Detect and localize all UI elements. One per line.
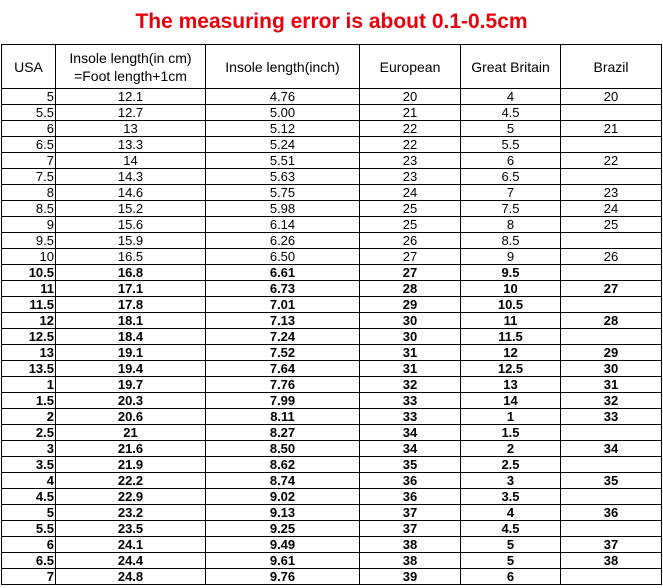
cell-great-britain: 8.5 — [461, 233, 561, 249]
cell-brazil: 29 — [561, 345, 662, 361]
header-insole-cm-line1: Insole length(in cm) — [69, 49, 192, 66]
cell-great-britain: 4 — [461, 89, 561, 105]
cell-european: 33 — [360, 393, 461, 409]
cell-insole-inch: 8.11 — [206, 409, 360, 425]
cell-great-britain: 3 — [461, 473, 561, 489]
cell-european: 34 — [360, 425, 461, 441]
cell-usa: 3.5 — [2, 457, 56, 473]
cell-insole-inch: 9.61 — [206, 553, 360, 569]
cell-brazil — [561, 297, 662, 313]
size-chart-table — [1, 44, 662, 585]
cell-european: 30 — [360, 329, 461, 345]
cell-insole-cm: 21.9 — [56, 457, 206, 473]
cell-brazil — [561, 569, 662, 585]
cell-great-britain: 10.5 — [461, 297, 561, 313]
cell-usa: 1 — [2, 377, 56, 393]
cell-usa: 12.5 — [2, 329, 56, 345]
cell-brazil — [561, 489, 662, 505]
cell-great-britain: 2.5 — [461, 457, 561, 473]
cell-insole-inch: 5.75 — [206, 185, 360, 201]
cell-insole-cm: 15.2 — [56, 201, 206, 217]
cell-european: 24 — [360, 185, 461, 201]
cell-usa: 1.5 — [2, 393, 56, 409]
cell-european: 36 — [360, 473, 461, 489]
cell-brazil — [561, 521, 662, 537]
cell-european: 34 — [360, 441, 461, 457]
cell-insole-inch: 7.13 — [206, 313, 360, 329]
cell-insole-cm: 14 — [56, 153, 206, 169]
cell-great-britain: 2 — [461, 441, 561, 457]
cell-usa: 6.5 — [2, 553, 56, 569]
cell-usa: 5.5 — [2, 105, 56, 121]
cell-insole-inch: 7.99 — [206, 393, 360, 409]
cell-insole-inch: 5.98 — [206, 201, 360, 217]
cell-insole-cm: 19.7 — [56, 377, 206, 393]
cell-insole-cm: 12.7 — [56, 105, 206, 121]
cell-insole-cm: 16.8 — [56, 265, 206, 281]
table-row — [2, 569, 662, 585]
cell-great-britain: 4.5 — [461, 105, 561, 121]
header-great-britain: Great Britain — [461, 45, 561, 89]
table-row — [2, 249, 662, 265]
cell-european: 26 — [360, 233, 461, 249]
cell-insole-cm: 15.6 — [56, 217, 206, 233]
cell-european: 28 — [360, 281, 461, 297]
cell-insole-inch: 6.26 — [206, 233, 360, 249]
table-row — [2, 297, 662, 313]
cell-brazil: 21 — [561, 121, 662, 137]
cell-insole-inch: 6.50 — [206, 249, 360, 265]
cell-great-britain: 6 — [461, 153, 561, 169]
cell-european: 21 — [360, 105, 461, 121]
cell-great-britain: 7 — [461, 185, 561, 201]
cell-insole-cm: 17.1 — [56, 281, 206, 297]
table-body — [2, 89, 662, 585]
table-row — [2, 377, 662, 393]
cell-european: 29 — [360, 297, 461, 313]
cell-european: 31 — [360, 361, 461, 377]
cell-usa: 10.5 — [2, 265, 56, 281]
header-usa: USA — [2, 45, 56, 89]
cell-european: 36 — [360, 489, 461, 505]
table-row — [2, 313, 662, 329]
header-insole-inch: Insole length(inch) — [206, 45, 360, 89]
cell-insole-inch: 8.50 — [206, 441, 360, 457]
header-european: European — [360, 45, 461, 89]
table-row — [2, 137, 662, 153]
cell-brazil: 23 — [561, 185, 662, 201]
cell-brazil: 24 — [561, 201, 662, 217]
cell-great-britain: 6.5 — [461, 169, 561, 185]
cell-european: 35 — [360, 457, 461, 473]
cell-insole-cm: 24.1 — [56, 537, 206, 553]
cell-usa: 6 — [2, 121, 56, 137]
table-row — [2, 361, 662, 377]
cell-great-britain: 4 — [461, 505, 561, 521]
cell-european: 30 — [360, 313, 461, 329]
cell-brazil — [561, 425, 662, 441]
cell-insole-cm: 13.3 — [56, 137, 206, 153]
cell-great-britain: 11.5 — [461, 329, 561, 345]
cell-usa: 7 — [2, 569, 56, 585]
cell-brazil: 35 — [561, 473, 662, 489]
cell-insole-cm: 20.6 — [56, 409, 206, 425]
table-row — [2, 345, 662, 361]
cell-insole-cm: 15.9 — [56, 233, 206, 249]
cell-brazil: 36 — [561, 505, 662, 521]
cell-great-britain: 12.5 — [461, 361, 561, 377]
cell-brazil: 27 — [561, 281, 662, 297]
cell-insole-cm: 21.6 — [56, 441, 206, 457]
cell-brazil: 26 — [561, 249, 662, 265]
cell-great-britain: 10 — [461, 281, 561, 297]
cell-usa: 11.5 — [2, 297, 56, 313]
cell-brazil: 22 — [561, 153, 662, 169]
cell-usa: 8.5 — [2, 201, 56, 217]
cell-european: 38 — [360, 537, 461, 553]
cell-insole-cm: 24.4 — [56, 553, 206, 569]
table-row — [2, 553, 662, 569]
cell-insole-inch: 5.12 — [206, 121, 360, 137]
cell-brazil: 32 — [561, 393, 662, 409]
cell-great-britain: 1.5 — [461, 425, 561, 441]
cell-usa: 4.5 — [2, 489, 56, 505]
cell-insole-inch: 6.73 — [206, 281, 360, 297]
cell-brazil — [561, 169, 662, 185]
cell-insole-inch: 7.64 — [206, 361, 360, 377]
cell-usa: 7.5 — [2, 169, 56, 185]
cell-brazil: 33 — [561, 409, 662, 425]
cell-insole-cm: 21 — [56, 425, 206, 441]
cell-european: 20 — [360, 89, 461, 105]
cell-great-britain: 1 — [461, 409, 561, 425]
table-row — [2, 217, 662, 233]
cell-insole-inch: 7.24 — [206, 329, 360, 345]
cell-european: 22 — [360, 121, 461, 137]
cell-insole-inch: 9.25 — [206, 521, 360, 537]
cell-brazil: 34 — [561, 441, 662, 457]
cell-european: 25 — [360, 201, 461, 217]
table-row — [2, 457, 662, 473]
cell-brazil: 38 — [561, 553, 662, 569]
cell-insole-inch: 6.14 — [206, 217, 360, 233]
cell-european: 27 — [360, 249, 461, 265]
cell-usa: 3 — [2, 441, 56, 457]
header-insole-cm — [56, 45, 206, 89]
cell-european: 33 — [360, 409, 461, 425]
cell-insole-cm: 17.8 — [56, 297, 206, 313]
cell-great-britain: 5 — [461, 121, 561, 137]
cell-insole-inch: 7.76 — [206, 377, 360, 393]
cell-great-britain: 12 — [461, 345, 561, 361]
table-row — [2, 329, 662, 345]
cell-insole-inch: 5.00 — [206, 105, 360, 121]
cell-insole-inch: 9.76 — [206, 569, 360, 585]
cell-insole-inch: 6.61 — [206, 265, 360, 281]
cell-usa: 9.5 — [2, 233, 56, 249]
cell-brazil: 25 — [561, 217, 662, 233]
table-row — [2, 265, 662, 281]
cell-great-britain: 14 — [461, 393, 561, 409]
cell-brazil: 30 — [561, 361, 662, 377]
cell-brazil: 28 — [561, 313, 662, 329]
table-row — [2, 105, 662, 121]
cell-insole-inch: 5.51 — [206, 153, 360, 169]
table-row — [2, 473, 662, 489]
cell-usa: 2 — [2, 409, 56, 425]
table-row — [2, 537, 662, 553]
cell-european: 25 — [360, 217, 461, 233]
cell-insole-cm: 19.4 — [56, 361, 206, 377]
cell-usa: 11 — [2, 281, 56, 297]
cell-insole-inch: 7.01 — [206, 297, 360, 313]
cell-european: 39 — [360, 569, 461, 585]
cell-insole-inch: 8.62 — [206, 457, 360, 473]
cell-usa: 2.5 — [2, 425, 56, 441]
table-row — [2, 489, 662, 505]
cell-great-britain: 4.5 — [461, 521, 561, 537]
cell-brazil — [561, 457, 662, 473]
page-title: The measuring error is about 0.1-0.5cm — [135, 10, 528, 33]
table-row — [2, 521, 662, 537]
cell-usa: 10 — [2, 249, 56, 265]
cell-european: 32 — [360, 377, 461, 393]
cell-usa: 4 — [2, 473, 56, 489]
cell-european: 38 — [360, 553, 461, 569]
table-row — [2, 425, 662, 441]
cell-insole-inch: 7.52 — [206, 345, 360, 361]
cell-european: 27 — [360, 265, 461, 281]
table-row — [2, 409, 662, 425]
cell-usa: 6 — [2, 537, 56, 553]
cell-great-britain: 9 — [461, 249, 561, 265]
cell-brazil — [561, 329, 662, 345]
cell-great-britain: 5 — [461, 553, 561, 569]
table-row — [2, 201, 662, 217]
cell-insole-cm: 23.5 — [56, 521, 206, 537]
cell-great-britain: 5.5 — [461, 137, 561, 153]
cell-insole-cm: 14.3 — [56, 169, 206, 185]
cell-insole-cm: 19.1 — [56, 345, 206, 361]
cell-insole-cm: 14.6 — [56, 185, 206, 201]
header-row — [2, 45, 662, 89]
cell-usa: 12 — [2, 313, 56, 329]
cell-great-britain: 6 — [461, 569, 561, 585]
table-row — [2, 233, 662, 249]
cell-insole-cm: 18.4 — [56, 329, 206, 345]
cell-insole-cm: 12.1 — [56, 89, 206, 105]
cell-usa: 9 — [2, 217, 56, 233]
cell-brazil: 20 — [561, 89, 662, 105]
table-row — [2, 121, 662, 137]
table-row — [2, 393, 662, 409]
cell-insole-cm: 16.5 — [56, 249, 206, 265]
cell-usa: 5 — [2, 89, 56, 105]
table-row — [2, 169, 662, 185]
cell-great-britain: 13 — [461, 377, 561, 393]
header-brazil: Brazil — [561, 45, 662, 89]
cell-great-britain: 8 — [461, 217, 561, 233]
header-insole-cm-line2: =Foot length+1cm — [74, 67, 187, 84]
cell-brazil — [561, 265, 662, 281]
cell-insole-inch: 8.74 — [206, 473, 360, 489]
table-row — [2, 89, 662, 105]
cell-usa: 13 — [2, 345, 56, 361]
cell-european: 23 — [360, 153, 461, 169]
cell-insole-inch: 9.49 — [206, 537, 360, 553]
cell-insole-cm: 18.1 — [56, 313, 206, 329]
cell-european: 23 — [360, 169, 461, 185]
cell-european: 31 — [360, 345, 461, 361]
cell-insole-inch: 4.76 — [206, 89, 360, 105]
cell-insole-inch: 5.63 — [206, 169, 360, 185]
cell-european: 22 — [360, 137, 461, 153]
cell-brazil — [561, 137, 662, 153]
cell-insole-inch: 9.02 — [206, 489, 360, 505]
cell-great-britain: 9.5 — [461, 265, 561, 281]
cell-usa: 13.5 — [2, 361, 56, 377]
table-row — [2, 281, 662, 297]
cell-insole-cm: 20.3 — [56, 393, 206, 409]
cell-insole-cm: 13 — [56, 121, 206, 137]
cell-insole-inch: 9.13 — [206, 505, 360, 521]
cell-european: 37 — [360, 505, 461, 521]
cell-insole-inch: 8.27 — [206, 425, 360, 441]
cell-insole-cm: 22.9 — [56, 489, 206, 505]
table-row — [2, 153, 662, 169]
table-row — [2, 185, 662, 201]
cell-great-britain: 5 — [461, 537, 561, 553]
cell-usa: 8 — [2, 185, 56, 201]
cell-great-britain: 3.5 — [461, 489, 561, 505]
cell-insole-cm: 22.2 — [56, 473, 206, 489]
cell-usa: 6.5 — [2, 137, 56, 153]
cell-brazil — [561, 105, 662, 121]
cell-brazil — [561, 233, 662, 249]
cell-insole-inch: 5.24 — [206, 137, 360, 153]
cell-usa: 7 — [2, 153, 56, 169]
cell-brazil: 31 — [561, 377, 662, 393]
table-row — [2, 505, 662, 521]
cell-insole-cm: 23.2 — [56, 505, 206, 521]
cell-brazil: 37 — [561, 537, 662, 553]
cell-usa: 5 — [2, 505, 56, 521]
cell-usa: 5.5 — [2, 521, 56, 537]
cell-great-britain: 11 — [461, 313, 561, 329]
cell-european: 37 — [360, 521, 461, 537]
table-row — [2, 441, 662, 457]
cell-great-britain: 7.5 — [461, 201, 561, 217]
cell-insole-cm: 24.8 — [56, 569, 206, 585]
